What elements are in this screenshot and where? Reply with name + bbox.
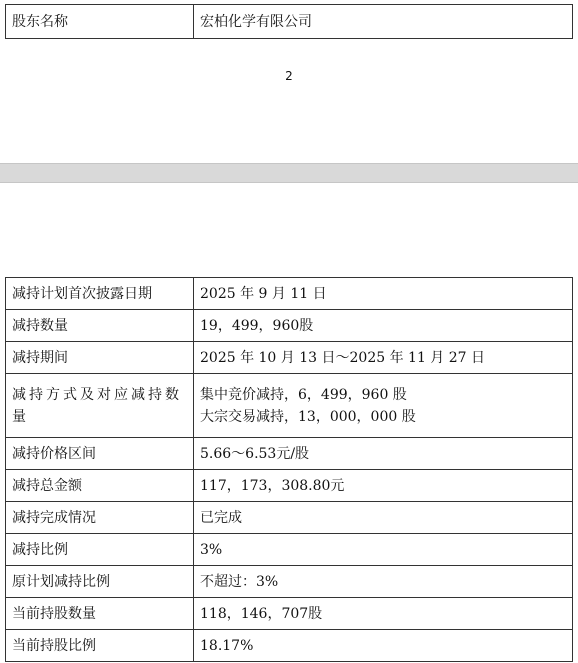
row-value: 3% xyxy=(194,534,573,566)
page-separator xyxy=(0,163,578,183)
table-row xyxy=(6,502,573,534)
row-label: 减持价格区间 xyxy=(6,438,194,470)
table-row xyxy=(6,5,573,39)
reduction-details-table xyxy=(5,277,573,662)
row-label: 减持计划首次披露日期 xyxy=(6,278,194,310)
row-value xyxy=(194,374,573,438)
row-value: 2025 年 9 月 11 日 xyxy=(194,278,573,310)
table-row xyxy=(6,438,573,470)
row-label: 减持比例 xyxy=(6,534,194,566)
row-value: 2025 年 10 月 13 日～2025 年 11 月 27 日 xyxy=(194,342,573,374)
table-row xyxy=(6,374,573,438)
row-value: 不超过：3% xyxy=(194,566,573,598)
row-value: 117，173，308.80元 xyxy=(194,470,573,502)
shareholder-table xyxy=(5,4,573,39)
row-value: 18.17% xyxy=(194,630,573,662)
shareholder-name-value: 宏柏化学有限公司 xyxy=(194,5,573,39)
table-row xyxy=(6,310,573,342)
row-value: 19，499，960股 xyxy=(194,310,573,342)
row-label-line: 量 xyxy=(12,408,26,425)
shareholder-name-label: 股东名称 xyxy=(6,5,194,39)
table-row xyxy=(6,470,573,502)
row-label: 减持总金额 xyxy=(6,470,194,502)
table-row xyxy=(6,342,573,374)
row-label: 当前持股数量 xyxy=(6,598,194,630)
row-label: 原计划减持比例 xyxy=(6,566,194,598)
row-label-line: 减持方式及对应减持数 xyxy=(12,386,182,403)
row-label: 减持数量 xyxy=(6,310,194,342)
row-value-line: 集中竞价减持，6，499，960 股 xyxy=(200,386,407,403)
table-row xyxy=(6,534,573,566)
table-row xyxy=(6,566,573,598)
row-label: 减持期间 xyxy=(6,342,194,374)
row-label xyxy=(6,374,194,438)
table-row xyxy=(6,278,573,310)
row-value: 5.66～6.53元/股 xyxy=(194,438,573,470)
table-row xyxy=(6,630,573,662)
row-value: 118，146，707股 xyxy=(194,598,573,630)
page-number: 2 xyxy=(285,69,293,83)
row-label: 当前持股比例 xyxy=(6,630,194,662)
table-row xyxy=(6,598,573,630)
row-label: 减持完成情况 xyxy=(6,502,194,534)
row-value: 已完成 xyxy=(194,502,573,534)
row-value-line: 大宗交易减持，13，000，000 股 xyxy=(200,408,416,425)
